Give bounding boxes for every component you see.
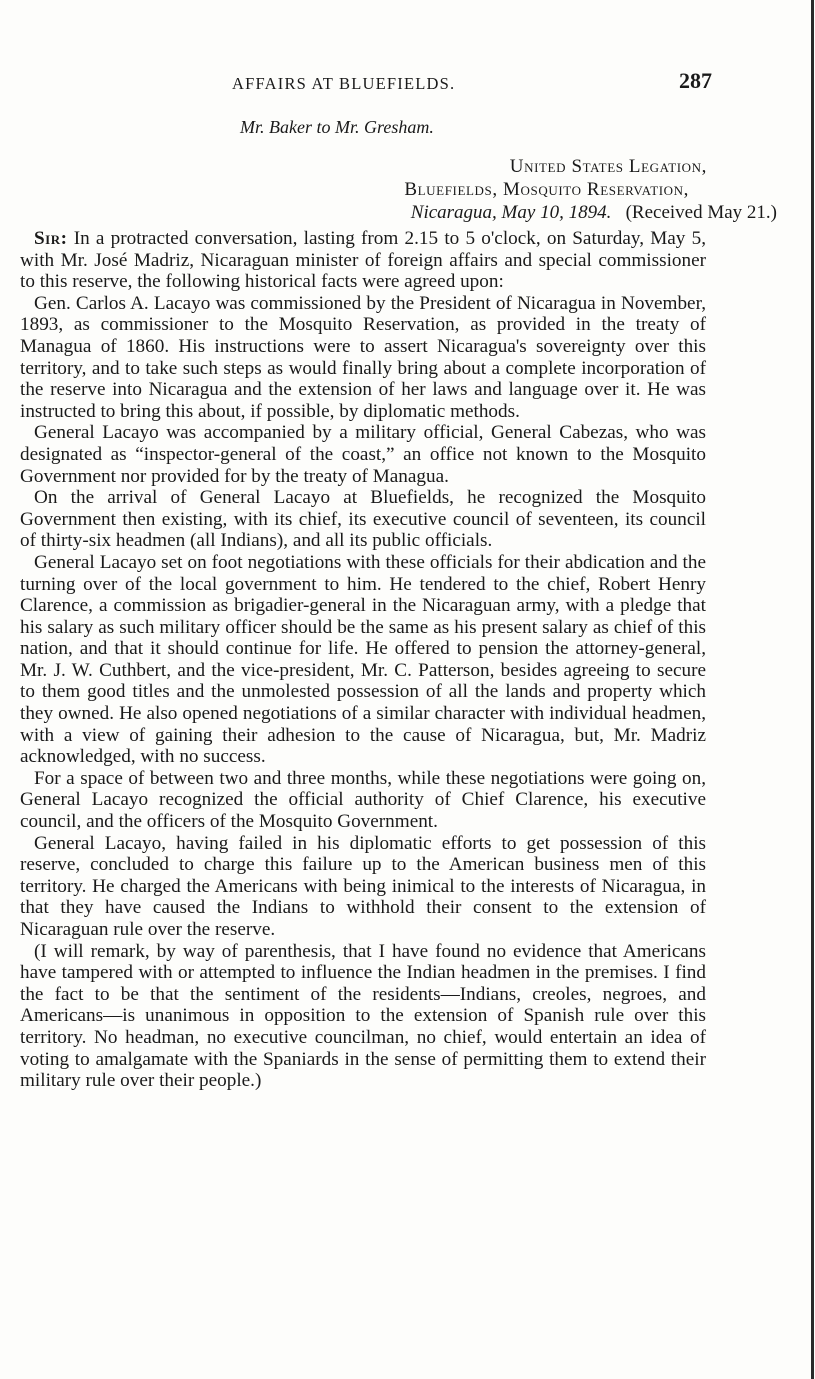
running-head: AFFAIRS AT BLUEFIELDS. [232,74,456,93]
paragraph: Gen. Carlos A. Lacayo was commissioned by the President of Nicaragua in November, 1893, as commissioner to the Mosquito Reservation, as provided in the treaty of Managua of 1860. His instructions were to assert Nicaragua's sovereignty over this territory, and to take such steps as would finally bring about a complete incorporation of the reserve into Nicaragua and the extension of her laws and language over it. He was instructed to bring this about, if possible, by diplomatic methods. [20,292,706,422]
page-header [22,68,712,100]
paragraph: General Lacayo, having failed in his diplomatic efforts to get possession of this reserve, concluded to charge this failure up to the American business men of this territory. He charged the Americans with being inimical to the interests of Nicaragua, in that they have caused the Indians to withhold their consent to the extension of Nicaraguan rule over the reserve. [20,832,706,940]
paragraph [20,228,706,293]
page-edge-border [811,0,814,1379]
page-number: 287 [679,68,712,93]
salutation: Sir: [34,228,68,249]
paragraph: On the arrival of General Lacayo at Bluefields, he recognized the Mosquito Government then existing, with its chief, its executive council of seventeen, its council of thirty-six headmen (all Indians), and all its public officials. [20,487,706,552]
paragraph-text: In a protracted conversation, lasting from 2.15 to 5 o'clock, on Saturday, May 5, with Mr. José Madriz, Nicaraguan minister of foreign affairs and special commissioner to this reserve, the following historical facts were agreed upon: [20,228,706,293]
letter-title: Mr. Baker to Mr. Gresham. [240,117,434,137]
dateline-received: (Received May 21.) [625,202,777,223]
dateline-legation: United States Legation, [509,156,707,177]
dateline-place-date: Nicaragua, May 10, 1894. [410,202,612,223]
dateline-location: Bluefields, Mosquito Reservation, [404,179,689,200]
paragraph: General Lacayo set on foot negotiations with these officials for their abdication and the turning over of the local government to him. He tendered to the chief, Robert Henry Clarence, a commission as brigadier-general in the Nicaraguan army, with a pledge that his salary as such military officer should be the same as his present salary as chief of this nation, and that it should continue for life. He offered to pension the attorney-general, Mr. J. W. Cuthbert, and the vice-president, Mr. C. Patterson, besides agreeing to secure to them good titles and the unmolested possession of all the lands and property which they owned. He also opened negotiations of a similar character with individual headmen, with a view of gaining their adhesion to the cause of Nicaragua, but, Mr. Madriz acknowledged, with no success. [20,551,706,768]
dateline-date [411,201,777,224]
letter-body [20,228,706,1092]
paragraph: For a space of between two and three months, while these negotiations were going on, General Lacayo recognized the official authority of Chief Clarence, his executive council, and the officers of the Mosquito Government. [20,767,706,833]
paragraph: (I will remark, by way of parenthesis, that I have found no evidence that Americans have tampered with or attempted to influence the Indian headmen in the premises. I find the fact to be that the sentiment of the residents—Indians, creoles, negroes, and Americans—is unanimous in opposition to the extension of Spanish rule over this territory. No headman, no executive councilman, no chief, would entertain an idea of voting to amalgamate with the Spaniards in the sense of permitting them to extend their military rule over their people.) [20,940,706,1092]
paragraph: General Lacayo was accompanied by a military official, General Cabezas, who was designated as “inspector-general of the coast,” an office not known to the Mosquito Government nor provided for by the treaty of Managua. [20,422,706,487]
